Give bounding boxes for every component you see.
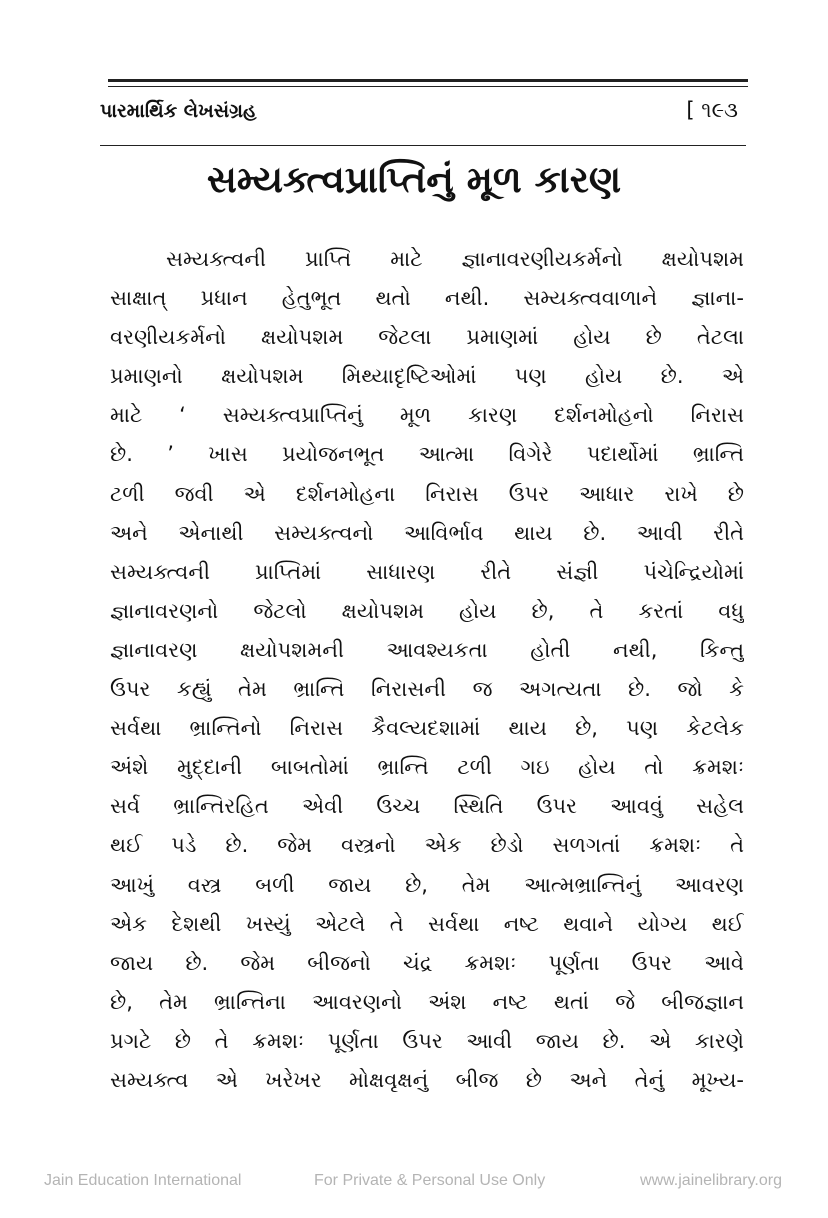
- body-line: જ્ઞાનાવરણનો જેટલો ક્ષયોપશમ હોય છે, તે કરતાં વધુ: [110, 598, 744, 623]
- body-line: સાક્ષાત્ પ્રધાન હેતુભૂત થતો નથી. સમ્યક્ત્વવાળાને જ્ઞાના-: [110, 286, 744, 311]
- body-text: [110, 240, 744, 1100]
- body-line: ઉપર કહ્યું તેમ ભ્રાન્તિ નિરાસની જ અગત્યતા છે. જો કે: [110, 677, 744, 702]
- footer-website-link[interactable]: www.jainelibrary.org: [640, 1172, 782, 1189]
- body-line: સમ્યક્ત્વની પ્રાપ્તિમાં સાધારણ રીતે સંજ્ઞી પંચેન્દ્રિયોમાં: [110, 559, 744, 584]
- body-line: અને એનાથી સમ્યક્ત્વનો આવિર્ભાવ થાય છે. આવી રીતે: [110, 520, 744, 545]
- body-line: ટળી જવી એ દર્શનમોહના નિરાસ ઉપર આધાર રાખે છે: [110, 481, 744, 506]
- body-line: એક દેશથી ખસ્યું એટલે તે સર્વથા નષ્ટ થવાને યોગ્ય થઈ: [110, 911, 744, 936]
- footer-usage-note: For Private & Personal Use Only: [314, 1172, 546, 1189]
- header-double-rule-top: [108, 79, 748, 82]
- footer-publisher: Jain Education International: [44, 1172, 242, 1189]
- body-line: પ્રમાણનો ક્ષયોપશમ મિથ્યાદૃષ્ટિઓમાં પણ હોય છે. એ: [110, 364, 744, 389]
- header-double-rule-bottom: [108, 86, 748, 87]
- body-line: સમ્યક્ત્વ એ ખરેખર મોક્ષવૃક્ષનું બીજ છે અને તેનું મૂખ્ય-: [110, 1067, 744, 1092]
- body-line: સર્વથા ભ્રાન્તિનો નિરાસ કૈવલ્યદશામાં થાય છે, પણ કેટલેક: [110, 716, 744, 741]
- header-rule: [100, 145, 746, 146]
- chapter-title: સમ્યક્ત્વપ્રાપ્તિનું મૂળ કારણ: [206, 158, 622, 201]
- body-line: થઈ પડે છે. જેમ વસ્ત્રનો એક છેડો સળગતાં ક્રમશઃ તે: [110, 833, 744, 858]
- body-line: માટે ‘ સમ્યક્ત્વપ્રાપ્તિનું મૂળ કારણ દર્શનમોહનો નિરાસ: [110, 403, 744, 428]
- body-line: છે. ’ ખાસ પ્રયોજનભૂત આત્મા વિગેરે પદાર્થોમાં ભ્રાન્તિ: [110, 442, 744, 467]
- body-line: પ્રગટે છે તે ક્રમશઃ પૂર્ણતા ઉપર આવી જાય છે. એ કારણે: [110, 1028, 744, 1053]
- body-line: સર્વ ભ્રાન્તિરહિત એવી ઉચ્ચ સ્થિતિ ઉપર આવવું સહેલ: [110, 794, 744, 819]
- body-line: જ્ઞાનાવરણ ક્ષયોપશમની આવશ્યકતા હોતી નથી, કિન્તુ: [110, 637, 744, 662]
- body-line: આખું વસ્ત્ર બળી જાય છે, તેમ આત્મભ્રાન્તિનું આવરણ: [110, 872, 744, 897]
- body-line: અંશે મુદ્દાની બાબતોમાં ભ્રાન્તિ ટળી ગઇ હોય તો ક્રમશઃ: [110, 755, 744, 780]
- running-title: પારમાર્થિક લેખસંગ્રહ: [100, 100, 257, 122]
- page-number: [ ૧૯૩: [686, 98, 738, 122]
- body-line: છે, તેમ ભ્રાન્તિના આવરણનો અંશ નષ્ટ થતાં જે બીજજ્ઞાન: [110, 989, 744, 1014]
- body-line: સમ્યક્ત્વની પ્રાપ્તિ માટે જ્ઞાનાવરણીયકર્મનો ક્ષયોપશમ: [166, 247, 744, 271]
- body-line: જાય છે. જેમ બીજનો ચંદ્ર ક્રમશઃ પૂર્ણતા ઉપર આવે: [110, 950, 744, 975]
- body-line: વરણીયકર્મનો ક્ષયોપશમ જેટલા પ્રમાણમાં હોય છે તેટલા: [110, 325, 744, 350]
